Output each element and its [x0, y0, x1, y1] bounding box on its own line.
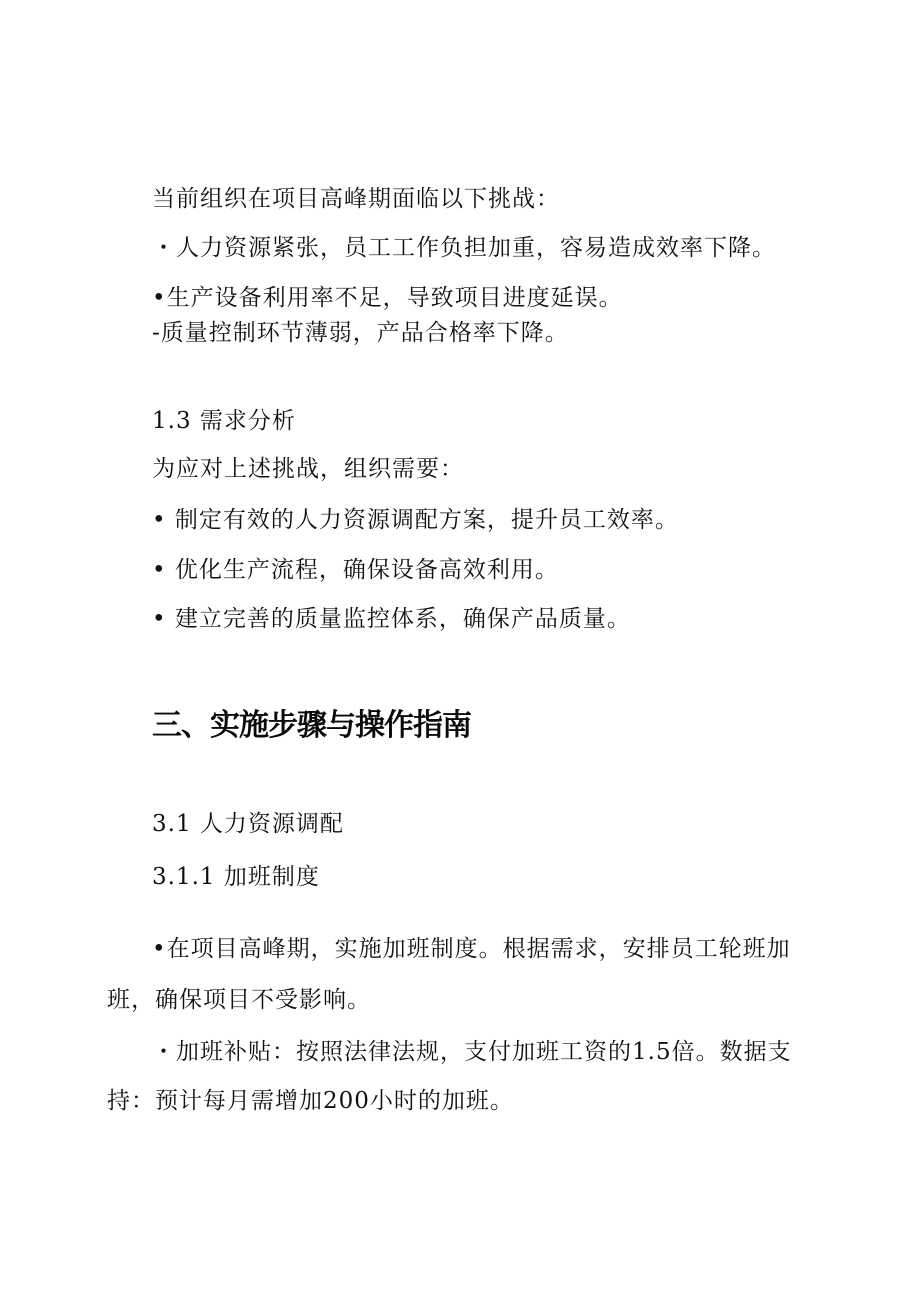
overtime-para-2-line-1: ・加班补贴：按照法律法规，支付加班工资的1.5倍。数据支: [152, 1039, 792, 1065]
section-1-3-title: 1.3 需求分析: [152, 408, 296, 434]
challenge-item-3: -质量控制环节薄弱，产品合格率下降。: [152, 320, 569, 346]
challenge-item-1: ・人力资源紧张，员工工作负担加重，容易造成效率下降。: [152, 235, 776, 261]
challenge-item-2: •生产设备利用率不足，导致项目进度延误。: [152, 285, 623, 311]
overtime-para-1-line-2: 班，确保项目不受影响。: [107, 987, 371, 1013]
chapter-3-heading: 三、实施步骤与操作指南: [152, 708, 471, 743]
needs-intro: 为应对上述挑战，组织需要：: [152, 456, 464, 482]
need-item-2: • 优化生产流程，确保设备高效利用。: [152, 557, 559, 583]
challenges-intro: 当前组织在项目高峰期面临以下挑战：: [152, 186, 560, 212]
need-item-3: • 建立完善的质量监控体系，确保产品质量。: [152, 606, 631, 632]
overtime-para-1-line-1: •在项目高峰期，实施加班制度。根据需求，安排员工轮班加: [152, 936, 791, 962]
section-3-1-1-title: 3.1.1 加班制度: [152, 864, 320, 890]
overtime-para-2-line-2: 持：预计每月需增加200小时的加班。: [107, 1088, 514, 1114]
section-3-1-title: 3.1 人力资源调配: [152, 811, 344, 837]
need-item-1: • 制定有效的人力资源调配方案，提升员工效率。: [152, 507, 679, 533]
